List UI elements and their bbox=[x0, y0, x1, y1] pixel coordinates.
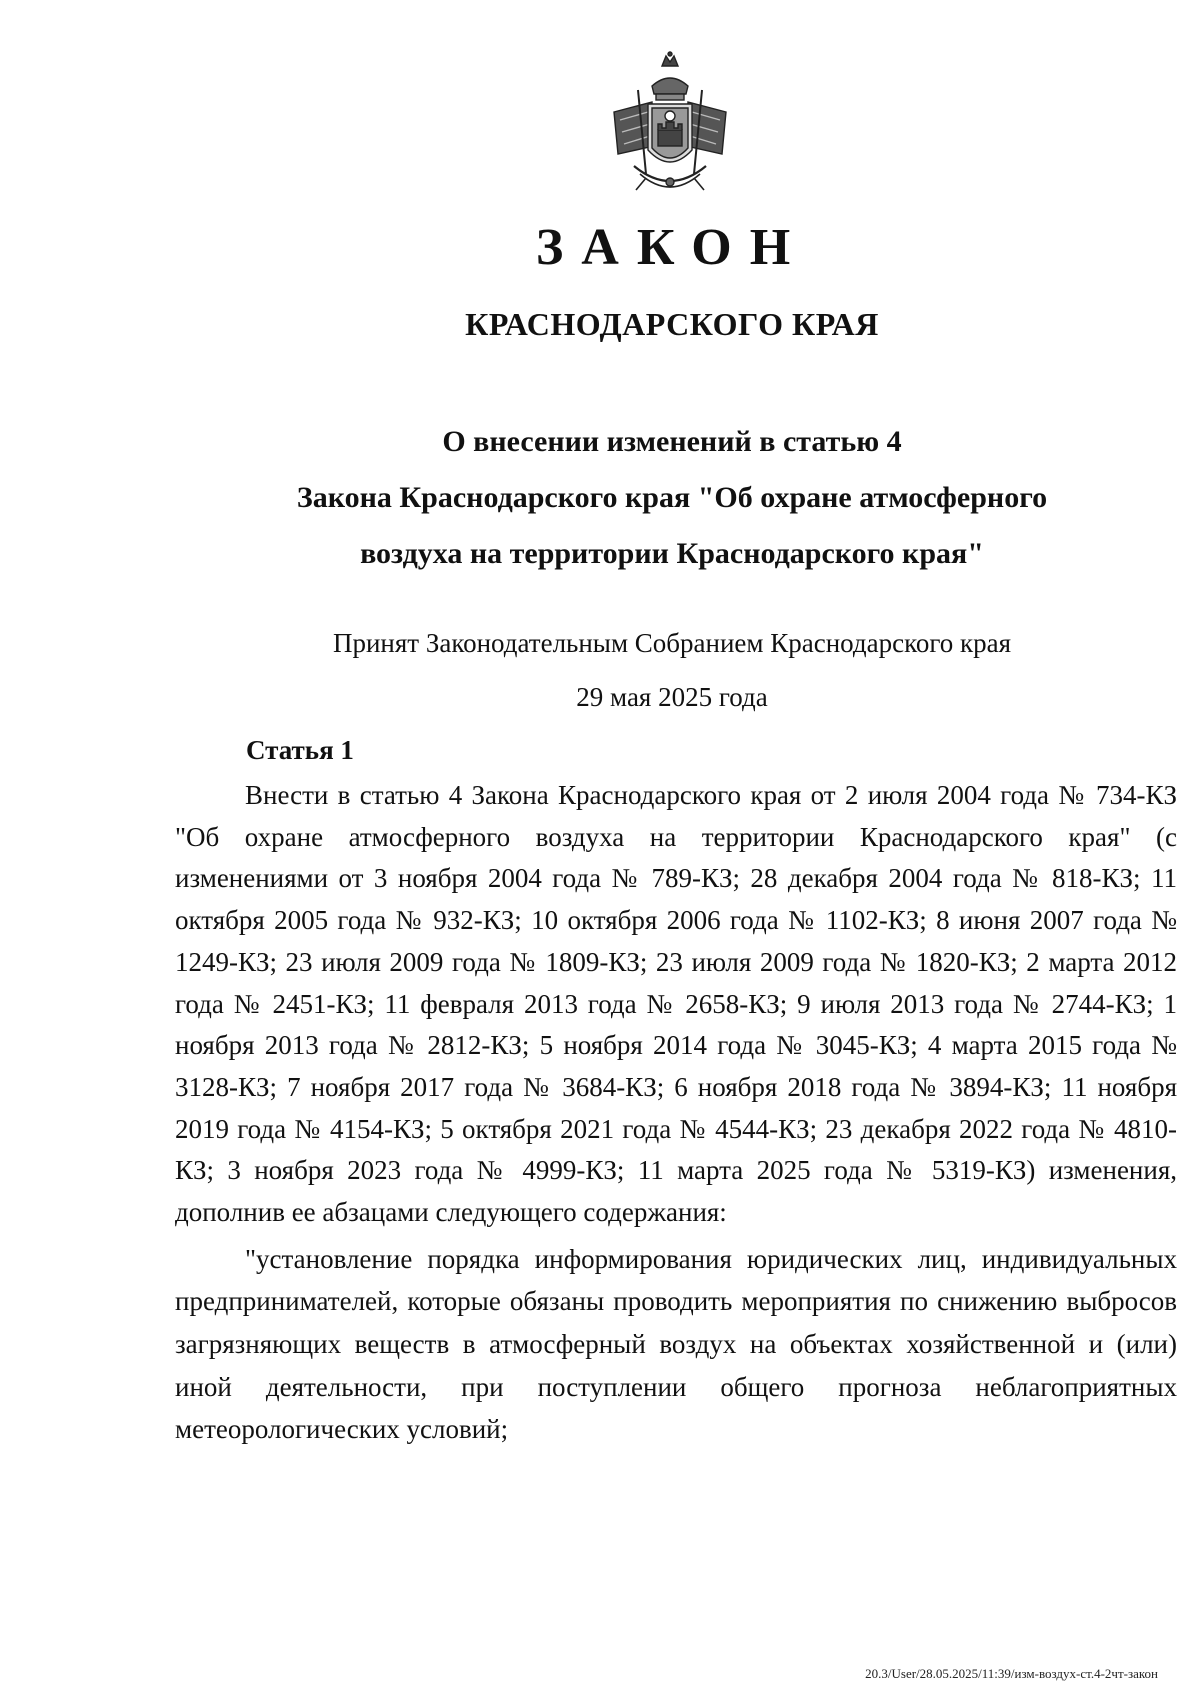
article-title: Статья 1 bbox=[246, 735, 354, 765]
heading-line-3: воздуха на территории Краснодарского края" bbox=[360, 537, 984, 570]
article-paragraph-2: "установление порядка информирования юридических лиц, индивидуальных предпринимателей, которые обязаны проводить мероприятия по снижению выбросов загрязняющих веществ в атмосферный воздух на объектах хозяйственной и (или) иной деятельности, при поступлении общего прогноза неблагоприятных метеорологических условий; bbox=[175, 1243, 1177, 1445]
footer-file-reference: 20.3/User/28.05.2025/11:39/изм-воздух-ст.4-2чт-закон bbox=[865, 1666, 1158, 1681]
article-paragraph-1: Внести в статью 4 Закона Краснодарского края от 2 июля 2004 года № 734-КЗ "Об охране атмосферного воздуха на территории Краснодарского края" (с изменениями от 3 ноября 2004 года № 789-КЗ; 28 декабря 2004 года № 818-КЗ; 11 октября 2005 года № 932-КЗ; 10 октября 2006 года № 1102-КЗ; 8 июня 2007 года № 1249-КЗ; 23 июля 2009 года № 1809-КЗ; 23 июля 2009 года № 1820-КЗ; 2 марта 2012 года № 2451-КЗ; 11 февраля 2013 года № 2658-КЗ; 9 июля 2013 года № 2744-КЗ; 1 ноября 2013 года № 2812-КЗ; 5 ноября 2014 года № 3045-КЗ; 4 марта 2015 года № 3128-КЗ; 7 ноября 2017 года № 3684-КЗ; 6 ноября 2018 года № 3894-КЗ; 11 ноября 2019 года № 4154-КЗ; 5 октября 2021 года № 4544-КЗ; 23 декабря 2022 года № 4810-КЗ; 3 ноября 2023 года № 4999-КЗ; 11 марта 2025 года № 5319-КЗ) изменения, дополнив ее абзацами следующего содержания: bbox=[175, 780, 1177, 1228]
adoption-line: Принят Законодательным Собранием Краснодарского края bbox=[332, 628, 1012, 658]
law-heading bbox=[172, 414, 1172, 582]
coat-of-arms-icon bbox=[600, 50, 740, 198]
article-body bbox=[175, 775, 1177, 1451]
adoption-date: 29 мая 2025 года bbox=[576, 682, 768, 712]
law-title: ЗАКОН bbox=[535, 219, 809, 276]
heading-line-1: О внесении изменений в статью 4 bbox=[442, 425, 902, 458]
law-subtitle: КРАСНОДАРСКОГО КРАЯ bbox=[465, 306, 879, 342]
heading-line-2: Закона Краснодарского края "Об охране атмосферного bbox=[296, 481, 1048, 514]
adoption-info bbox=[172, 616, 1172, 724]
